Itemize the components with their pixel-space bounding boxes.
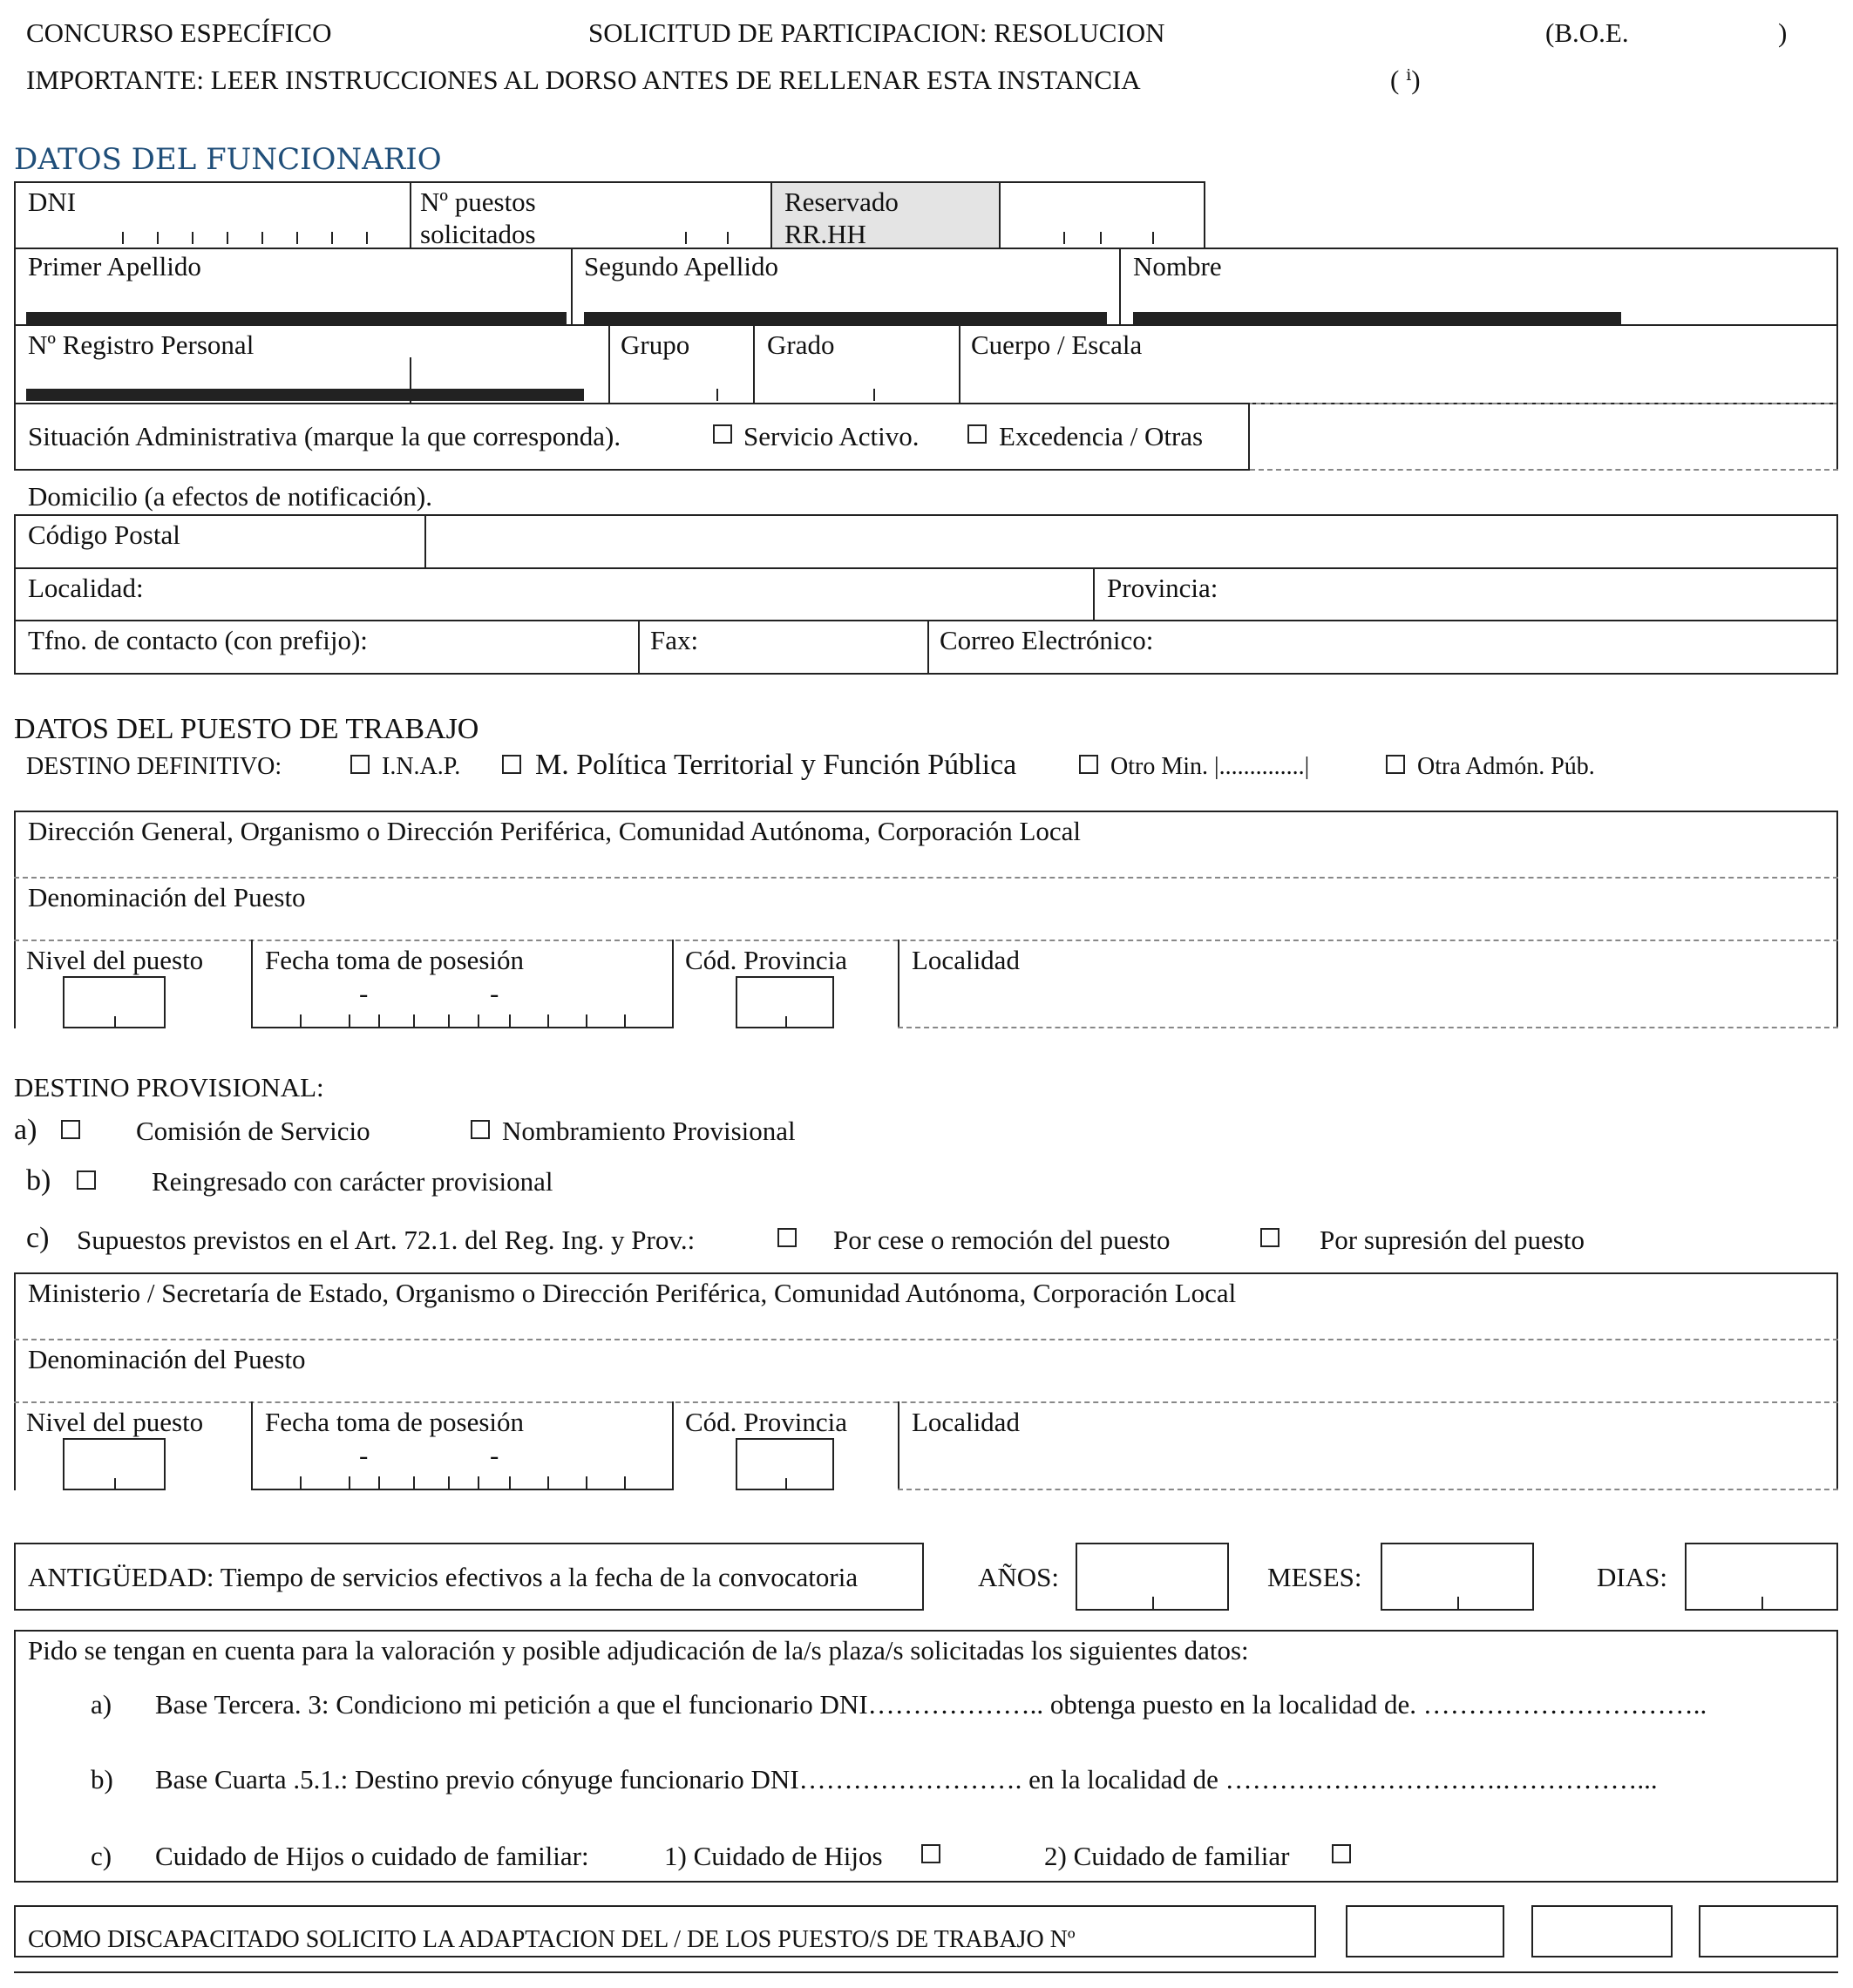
section-title-funcionario: DATOS DEL FUNCIONARIO	[14, 142, 442, 177]
prov-fecha-label: Fecha toma de posesión	[265, 1407, 525, 1437]
prov-ministerio-label: Ministerio / Secretaría de Estado, Organismo o Dirección Periférica, Comunidad Autónoma, Corporación Local	[28, 1278, 1237, 1308]
telefono-label: Tfno. de contacto (con prefijo):	[28, 625, 368, 655]
cese-checkbox[interactable]	[777, 1228, 797, 1247]
grado-label: Grado	[767, 329, 835, 360]
prov-nivel-field[interactable]	[63, 1438, 166, 1490]
pido-c-mark: c)	[91, 1841, 112, 1871]
meses-field[interactable]	[1381, 1543, 1534, 1611]
option-a-mark: a)	[14, 1114, 37, 1146]
antiguedad-label: ANTIGÜEDAD: Tiempo de servicios efectivos a la fecha de la convocatoria	[28, 1562, 859, 1592]
domicilio-title: Domicilio (a efectos de notificación).	[28, 481, 432, 512]
pido-c-text: Cuidado de Hijos o cuidado de familiar:	[155, 1841, 589, 1871]
cuidado-hijos-label: 1) Cuidado de Hijos	[664, 1841, 883, 1871]
situacion-label: Situación Administrativa (marque la que corresponda).	[28, 421, 621, 451]
reservado-field	[1011, 232, 1185, 246]
fecha-label: Fecha toma de posesión	[265, 945, 525, 975]
excedencia-label: Excedencia / Otras	[999, 421, 1204, 451]
boe-close: )	[1778, 17, 1788, 48]
section-title-puesto: DATOS DEL PUESTO DE TRABAJO	[14, 713, 479, 745]
segundo-apellido-field[interactable]	[584, 312, 1107, 324]
otra-admon-label: Otra Admón. Púb.	[1417, 753, 1595, 780]
puesto-number-field-1[interactable]	[1346, 1905, 1504, 1957]
meses-label: MESES:	[1267, 1562, 1362, 1592]
puesto-number-field-3[interactable]	[1699, 1905, 1838, 1957]
servicio-activo-label: Servicio Activo.	[743, 421, 920, 451]
cuidado-familiar-checkbox[interactable]	[1332, 1844, 1351, 1863]
supresion-checkbox[interactable]	[1260, 1228, 1279, 1247]
fecha-field[interactable]	[251, 1011, 673, 1028]
nombre-label: Nombre	[1133, 251, 1222, 282]
prov-fecha-sep-1: -	[359, 1440, 369, 1470]
primer-apellido-label: Primer Apellido	[28, 251, 201, 282]
prov-nivel-label: Nivel del puesto	[26, 1407, 204, 1437]
prov-fecha-field[interactable]	[251, 1473, 673, 1490]
anos-field[interactable]	[1076, 1543, 1229, 1611]
npuestos-field[interactable]	[662, 232, 750, 246]
reservado-label-2: RR.HH	[784, 219, 866, 249]
prov-fecha-sep-2: -	[490, 1440, 499, 1470]
otro-min-label: Otro Min. |..............|	[1110, 753, 1310, 780]
comision-checkbox[interactable]	[61, 1120, 80, 1139]
pido-b-text: Base Cuarta .5.1.: Destino previo cónyuge funcionario DNI……………………. en la localidad de ………………………….……………...	[155, 1764, 1658, 1795]
supuestos-label: Supuestos previstos en el Art. 72.1. del Reg. Ing. y Prov.:	[77, 1225, 696, 1255]
codigo-postal-label: Código Postal	[28, 519, 180, 550]
prov-denominacion-label: Denominación del Puesto	[28, 1344, 306, 1374]
registro-label: Nº Registro Personal	[28, 329, 255, 360]
prov-cod-provincia-field[interactable]	[736, 1438, 834, 1490]
direccion-label: Dirección General, Organismo o Dirección Periférica, Comunidad Autónoma, Corporación Local	[28, 816, 1082, 846]
cuidado-familiar-label: 2) Cuidado de familiar	[1044, 1841, 1290, 1871]
cuidado-hijos-checkbox[interactable]	[921, 1844, 940, 1863]
pido-a-mark: a)	[91, 1689, 112, 1720]
cod-provincia-label: Cód. Provincia	[685, 945, 847, 975]
denominacion-label: Denominación del Puesto	[28, 882, 306, 913]
dni-field[interactable]	[87, 232, 383, 246]
important-notice: IMPORTANTE: LEER INSTRUCCIONES AL DORSO ANTES DE RELLENAR ESTA INSTANCIA	[26, 64, 1141, 95]
provisional-title: DESTINO PROVISIONAL:	[14, 1072, 324, 1103]
nombre-field[interactable]	[1133, 312, 1621, 324]
anos-label: AÑOS:	[978, 1562, 1060, 1592]
fecha-sep-1: -	[359, 978, 369, 1008]
form-title: SOLICITUD DE PARTICIPACION: RESOLUCION	[588, 17, 1165, 48]
ministerio-checkbox[interactable]	[502, 755, 521, 774]
reingresado-checkbox[interactable]	[77, 1170, 96, 1190]
discapacitado-label: COMO DISCAPACITADO SOLICITO LA ADAPTACION DEL / DE LOS PUESTO/S DE TRABAJO Nº	[28, 1926, 1076, 1953]
primer-apellido-field[interactable]	[26, 312, 567, 324]
grupo-field[interactable]	[662, 389, 750, 403]
codigo-postal-field[interactable]	[427, 518, 1835, 565]
cuerpo-label: Cuerpo / Escala	[971, 329, 1143, 360]
nivel-label: Nivel del puesto	[26, 945, 204, 975]
puesto-number-field-2[interactable]	[1531, 1905, 1673, 1957]
otro-min-checkbox[interactable]	[1079, 755, 1098, 774]
boe-open: (B.O.E.	[1545, 17, 1629, 48]
grado-field[interactable]	[819, 389, 906, 403]
otra-admon-checkbox[interactable]	[1386, 755, 1405, 774]
option-c-mark: c)	[26, 1222, 50, 1254]
reservado-label-1: Reservado	[784, 187, 899, 217]
pido-a-text: Base Tercera. 3: Condiciono mi petición a que el funcionario DNI……………….. obtenga puesto en la localidad de. …………………………..	[155, 1689, 1707, 1720]
provincia-label: Provincia:	[1107, 573, 1218, 603]
nombramiento-label: Nombramiento Provisional	[502, 1116, 796, 1146]
npuestos-label-2: solicitados	[420, 219, 536, 249]
dias-field[interactable]	[1685, 1543, 1838, 1611]
bottom-rule	[14, 1971, 1838, 1973]
cese-label: Por cese o remoción del puesto	[833, 1225, 1171, 1255]
prov-cod-provincia-label: Cód. Provincia	[685, 1407, 847, 1437]
localidad-label: Localidad:	[28, 573, 144, 603]
dni-label: DNI	[28, 187, 77, 217]
grupo-label: Grupo	[621, 329, 690, 360]
inap-checkbox[interactable]	[350, 755, 370, 774]
prov-localidad-field[interactable]	[898, 1489, 1838, 1490]
dias-label: DIAS:	[1597, 1562, 1667, 1592]
supresion-label: Por supresión del puesto	[1320, 1225, 1585, 1255]
localidad-field[interactable]	[898, 1027, 1838, 1028]
pido-b-mark: b)	[91, 1764, 113, 1795]
fax-label: Fax:	[650, 625, 699, 655]
form-type: CONCURSO ESPECÍFICO	[26, 17, 332, 48]
localidad-label: Localidad	[912, 945, 1020, 975]
comision-label: Comisión de Servicio	[136, 1116, 370, 1146]
footnote-mark: ( ⁱ)	[1390, 64, 1421, 95]
prov-localidad-label: Localidad	[912, 1407, 1020, 1437]
option-b-mark: b)	[26, 1164, 51, 1197]
cod-provincia-field[interactable]	[736, 976, 834, 1028]
destino-definitivo-label: DESTINO DEFINITIVO:	[26, 753, 282, 780]
npuestos-label-1: Nº puestos	[420, 187, 536, 217]
fecha-sep-2: -	[490, 978, 499, 1008]
registro-field[interactable]	[26, 389, 584, 401]
reingresado-label: Reingresado con carácter provisional	[152, 1166, 553, 1197]
servicio-activo-checkbox[interactable]	[713, 424, 732, 444]
nivel-field[interactable]	[63, 976, 166, 1028]
nombramiento-checkbox[interactable]	[471, 1120, 490, 1139]
correo-label: Correo Electrónico:	[940, 625, 1154, 655]
pido-intro: Pido se tengan en cuenta para la valoración y posible adjudicación de la/s plaza/s solicitadas los siguientes datos:	[28, 1635, 1249, 1666]
segundo-apellido-label: Segundo Apellido	[584, 251, 779, 282]
ministerio-label: M. Política Territorial y Función Pública	[535, 749, 1017, 781]
inap-label: I.N.A.P.	[382, 753, 461, 780]
excedencia-checkbox[interactable]	[967, 424, 987, 444]
